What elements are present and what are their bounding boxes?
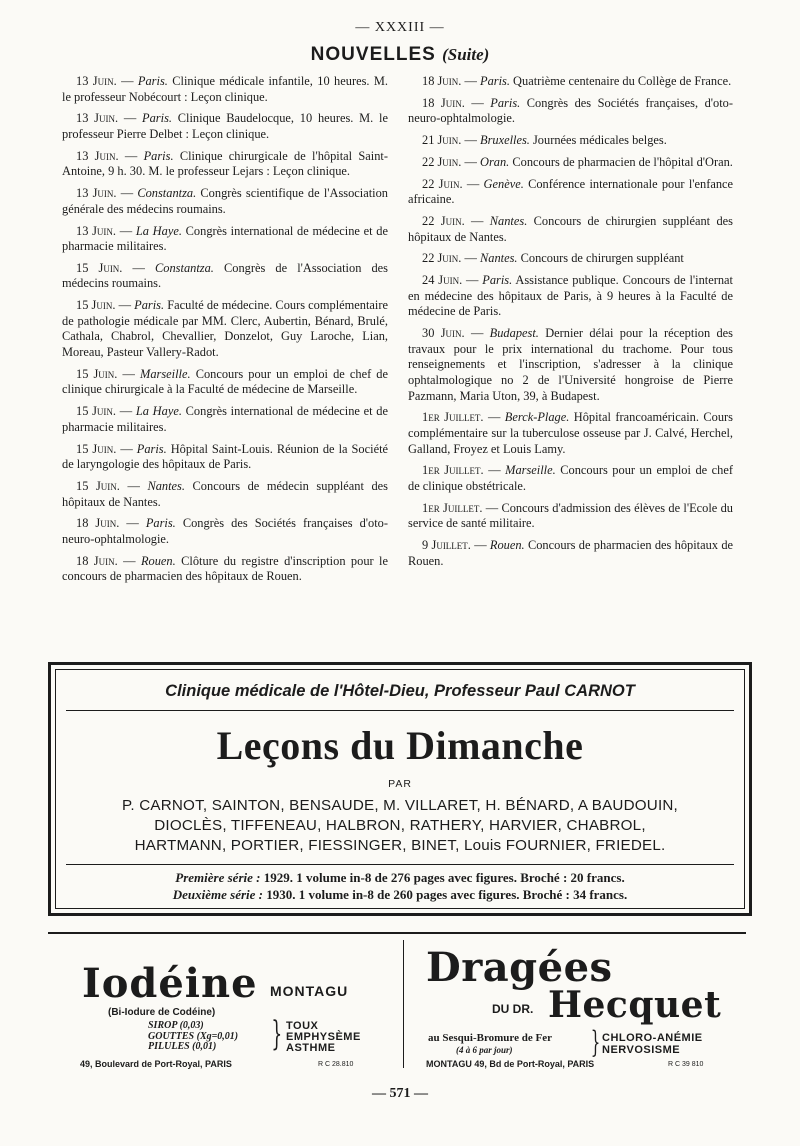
entry-place: Paris. [143,148,174,163]
ad-par-label: PAR [388,778,412,790]
entry-date: 15 Juin. [76,260,123,275]
entry-text: Congrès international de médecine et de pharmacie militaires. [62,404,388,434]
iodeine-form: PILULES (0,01) [148,1041,217,1052]
entry-date: 15 Juin. [76,298,116,313]
entry-date: 15 Juin. [76,478,120,493]
page-number: — 571 — [372,1086,428,1101]
news-entry: 24 Juin. — Paris. Assistance publique. Concours de l'internat en médecine des hôpitaux de Paris, à 9 heures à la Faculté de médecine de Paris. [408,273,733,319]
ad-authors [56,796,744,856]
news-entry: 9 Juillet. — Rouen. Concours de pharmacien des hôpitaux de Rouen. [408,538,734,568]
entry-date: 13 Juin. [76,74,117,88]
entry-text: Hôpital francoaméricain. Cours complémentaire sur la tuberculose osseuse par J. Calvé, Herchel, Galland, Froyez et Louis Lamy. [408,410,733,456]
entry-date: 15 Juin. [76,366,118,381]
entry-date: 18 Juin. [422,95,465,110]
news-entry: 1er Juillet. — Marseille. Concours pour un emploi de chef de clinique obstétricale. [408,463,734,493]
series-label: Deuxième série : [172,887,264,902]
dragees-address: MONTAGU 49, Bd de Port-Royal, PARIS [426,1059,595,1069]
entry-date: 15 Juin. [76,441,117,456]
iodeine-indication: TOUX [286,1020,319,1032]
advertisement-inner-frame [55,669,745,909]
news-entry: 15 Juin. — Paris. Faculté de médecine. Cours complémentaire de pathologie médicale par MM. Clerc, Aubertin, Bénard, Brulé, Cathala, Chabrol, Chevallier, Donzelot, Guy Laroche, Lian, Moreau, Pasteur Vallery-Radot. [62,298,388,360]
entry-date: 21 Juin. [422,133,462,148]
news-entry: 13 Juin. — La Haye. Congrès international de médecine et de pharmacie militaires. [62,223,388,254]
entry-text: Clinique Baudelocque, 10 heures. M. le professeur Pierre Delbet : Leçon clinique. [62,111,388,141]
entry-date: 18 Juin. [422,74,462,88]
news-entry: 30 Juin. — Budapest. Dernier délai pour la réception des travaux pour le prix international du trachome. Pour tous renseignements et l'inscription, s'adresser à la clinique ophtalmologique no 2 de l'Université hongroise de Pierre Pazmann, Maria Uton, 39, à Budapest. [408,326,733,403]
dragees-composition: au Sesqui-Bromure de Fer [428,1032,552,1044]
entry-text: Journées médicales belges. [529,133,667,148]
entry-date: 13 Juin. [76,111,119,126]
news-entry: 15 Juin. — La Haye. Congrès international de médecine et de pharmacie militaires. [62,404,388,434]
entry-date: 22 Juin. [422,251,462,266]
ads-top-rule [48,932,746,934]
entry-text: Hôpital Saint-Louis. Réunion de la Société de laryngologie des hôpitaux de Paris. [62,441,389,472]
news-entry: 1er Juillet. — Berck-Plage. Hôpital francoaméricain. Cours complémentaire sur la tuberculose osseuse par J. Calvé, Herchel, Galland, Froyez et Louis Lamy. [408,410,733,456]
entry-date: 13 Juin. [76,223,117,238]
news-entry: 18 Juin. — Paris. Congrès des Sociétés françaises d'oto-neuro-ophtalmologie. [62,516,389,546]
news-entry: 18 Juin. — Rouen. Clôture du registre d'inscription pour le concours de pharmacien des hôpitaux de Rouen. [62,553,388,584]
dragees-indications [602,1033,703,1056]
dragees-indication: NERVOSISME [602,1043,681,1056]
entry-text: Congrès des Sociétés françaises d'oto-neuro-ophtalmologie. [62,516,389,546]
entry-place: Paris. [134,298,165,313]
entry-text: Congrès scientifique de l'Association générale des médecins roumains. [62,186,388,216]
ads-vertical-divider [403,940,404,1068]
section-title-text: NOUVELLES [310,44,436,65]
news-column-left [62,74,388,591]
entry-text: Concours de chirurgien suppléant des hôpitaux de Nantes. [408,214,733,244]
news-column-right [408,74,733,575]
entry-text: Clinique médicale infantile, 10 heures. M. le professeur Nobécourt : Leçon clinique. [62,74,389,104]
entry-date: 1er Juillet. [422,463,484,478]
entry-date: 18 Juin. [76,553,118,568]
entry-place: Marseille. [140,366,191,381]
iodeine-form: SIROP (0,03) [148,1020,204,1031]
dragees-dose: (4 à 6 par jour) [456,1045,513,1055]
ad-divider-line [66,710,734,711]
entry-text: Concours pour un emploi de chef de clinique chirurgicale à la Faculté de médecine de Marseille. [62,366,388,397]
entry-place: Oran. [480,154,510,169]
entry-place: Paris. [137,74,168,88]
entry-date: 1er Juillet. [422,410,484,425]
entry-text: Assistance publique. Concours de l'internat en médecine des hôpitaux de Paris, à 9 heures à la Faculté de médecine de Paris. [408,273,733,319]
dragees-indication: CHLORO-ANÉMIE [602,1032,703,1044]
entry-text: Congrès international de médecine et de pharmacie militaires. [62,223,388,254]
brace-icon: } [271,1014,283,1054]
news-entry: 13 Juin. — Paris. Clinique médicale infantile, 10 heures. M. le professeur Nobécourt : Leçon clinique. [62,74,389,104]
iodeine-product-name: Iodéine [82,960,258,1007]
entry-text: Congrès de l'Association des médecins roumains. [62,260,389,291]
entry-place: Rouen. [489,538,525,553]
news-entry: 13 Juin. — Paris. Clinique chirurgicale de l'hôpital Saint-Antoine, 9 h. 30. M. le professeur Lejars : Leçon clinique. [62,148,388,179]
iodeine-indications [286,1021,361,1054]
news-entry: 22 Juin. — Oran. Concours de pharmacien de l'hôpital d'Oran. [422,154,733,169]
news-entry: 22 Juin. — Nantes. Concours de chirurgien suppléant des hôpitaux de Nantes. [408,214,733,244]
entry-text: Dernier délai pour la réception des travaux pour le prix international du trachome. Pour tous renseignements et l'inscription, s'adresser à la clinique ophtalmologique no 2 de l'Université hongroise de Pierre Pazmann, Maria Uton, 39, à Budapest. [408,326,733,403]
entry-place: Marseille. [505,463,556,478]
entry-text: Clinique chirurgicale de l'hôpital Saint-Antoine, 9 h. 30. M. le professeur Lejars : Leçon clinique. [62,148,388,179]
ad-series-line [56,886,744,903]
entry-place: Paris. [142,111,172,126]
entry-text: Concours de chirurgen suppléant [517,251,684,266]
book-advertisement [48,662,752,916]
entry-place: Paris. [480,74,510,88]
news-entry: 13 Juin. — Paris. Clinique Baudelocque, 10 heures. M. le professeur Pierre Delbet : Leçon clinique. [62,111,388,141]
entry-text: Faculté de médecine. Cours complémentaire de pathologie médicale par MM. Clerc, Aubertin, Bénard, Brulé, Cathala, Chabrol, Chevallier, Donzelot, Guy Laroche, Lian, Moreau, Pasteur Vallery-Radot. [62,298,388,360]
ad-book-title: Leçons du Dimanche [216,723,584,768]
entry-date: 22 Juin. [422,176,463,191]
entry-date: 30 Juin. [422,326,465,341]
news-entry: 15 Juin. — Marseille. Concours pour un emploi de chef de clinique chirurgicale à la Faculté de médecine de Marseille. [62,366,388,397]
entry-place: Rouen. [140,553,176,568]
entry-text: Congrès des Sociétés françaises, d'oto-neuro-ophtalmologie. [408,95,734,126]
ad-authors-line: DIOCLÈS, TIFFENEAU, HALBRON, RATHERY, HARVIER, CHABROL, [154,817,646,834]
entry-date: 24 Juin. [422,273,463,288]
news-entry: 13 Juin. — Constantza. Congrès scientifique de l'Association générale des médecins roumains. [62,186,388,216]
iodeine-address: 49, Boulevard de Port-Royal, PARIS [80,1059,232,1069]
entry-date: 22 Juin. [422,214,465,229]
iodeine-form: GOUTTES (Xg=0,01) [148,1030,239,1042]
entry-place: Nantes. [480,251,518,266]
section-title [0,44,800,66]
news-entry: 18 Juin. — Paris. Quatrième centenaire du Collège de France. [422,74,732,88]
entry-text: Concours de pharmacien de l'hôpital d'Oran. [509,154,733,169]
entry-text: Concours de médecin suppléant des hôpitaux de Nantes. [62,478,389,509]
ad-series-info [56,869,744,903]
entry-text: Concours pour un emploi de chef de clinique obstétricale. [408,463,734,493]
series-text: 1930. 1 volume in-8 de 260 pages avec figures. Broché : 34 francs. [263,887,628,902]
entry-text: Concours de pharmacien des hôpitaux de Rouen. [408,538,734,568]
news-entry: 15 Juin. — Nantes. Concours de médecin suppléant des hôpitaux de Nantes. [62,478,389,509]
entry-place: La Haye. [135,223,182,238]
iodeine-subtitle: (Bi-Iodure de Codéine) [108,1007,216,1018]
entry-place: Nantes. [489,214,528,229]
news-entry: 15 Juin. — Paris. Hôpital Saint-Louis. Réunion de la Société de laryngologie des hôpitaux de Paris. [62,441,389,472]
entry-date: 9 Juillet. [422,538,471,553]
entry-text: Clôture du registre d'inscription pour le concours de pharmacien des hôpitaux de Rouen. [62,553,388,584]
entry-date: 13 Juin. [76,186,117,201]
entry-text: Concours d'admission des élèves de l'Ecole du service de santé militaire. [408,500,733,531]
series-label: Première série : [175,870,261,885]
iodeine-indication: EMPHYSÈME [286,1031,361,1043]
entry-date: 1er Juillet. [422,500,483,515]
entry-place: Constantza. [137,186,197,201]
iodeine-brand: MONTAGU [270,983,349,999]
entry-place: Paris. [136,441,167,456]
news-entry: 1er Juillet. — Concours d'admission des élèves de l'Ecole du service de santé militaire. [408,500,733,531]
dragees-registry-code: R C 39 810 [668,1061,704,1068]
entry-date: 22 Juin. [422,154,462,169]
entry-date: 18 Juin. [76,516,120,531]
entry-place: Nantes. [147,478,185,493]
ad-series-line [56,869,744,886]
ad-authors-line: P. CARNOT, SAINTON, BENSAUDE, M. VILLARET, H. BÉNARD, A BAUDOUIN, [122,797,678,814]
entry-text: Quatrième centenaire du Collège de France. [509,74,732,88]
entry-place: Constantza. [155,260,214,275]
entry-place: Paris. [490,95,521,110]
ad-divider-line [66,864,734,865]
series-text: 1929. 1 volume in-8 de 276 pages avec figures. Broché : 20 francs. [260,870,625,885]
news-entry: 22 Juin. — Genève. Conférence internationale pour l'enfance africaine. [408,176,734,207]
dragees-du-dr: DU DR. [492,1002,534,1016]
entry-place: Berck-Plage. [504,410,570,425]
dragees-product-name: Dragées [426,944,613,991]
iodeine-indication: ASTHME [286,1042,336,1054]
news-entry: 15 Juin. — Constantza. Congrès de l'Association des médecins roumains. [62,260,389,291]
entry-place: Budapest. [489,326,539,341]
entry-place: Genève. [483,176,524,191]
section-title-suffix: (Suite) [442,45,490,64]
iodeine-forms [148,1021,238,1053]
entry-date: 13 Juin. [76,148,119,163]
entry-place: La Haye. [135,404,182,419]
entry-place: Paris. [482,273,513,288]
news-entry: 21 Juin. — Bruxelles. Journées médicales belges. [422,133,667,148]
ad-authors-line: HARTMANN, PORTIER, FIESSINGER, BINET, Louis FOURNIER, FRIEDEL. [134,837,666,854]
page-header-roman: — XXXIII — [355,20,445,35]
entry-place: Bruxelles. [480,133,530,148]
entry-text: Conférence internationale pour l'enfance africaine. [408,176,734,207]
ad-clinic-heading: Clinique médicale de l'Hôtel-Dieu, Professeur Paul CARNOT [165,682,635,700]
iodeine-registry-code: R C 28.810 [318,1061,354,1068]
news-entry: 18 Juin. — Paris. Congrès des Sociétés françaises, d'oto-neuro-ophtalmologie. [408,95,734,126]
entry-date: 15 Juin. [76,404,117,419]
brace-icon: } [590,1025,601,1060]
entry-place: Paris. [145,516,176,531]
news-entry: 22 Juin. — Nantes. Concours de chirurgen suppléant [422,251,684,266]
dragees-doctor-name: Hecquet [548,984,722,1026]
